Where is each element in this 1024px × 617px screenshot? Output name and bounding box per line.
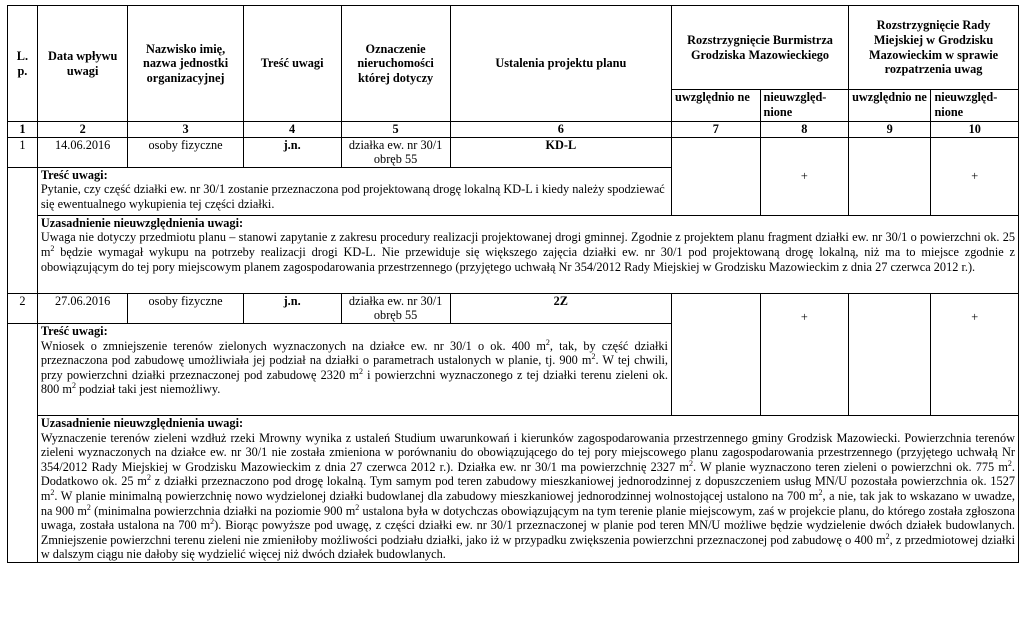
row-date: 14.06.2016 bbox=[37, 137, 128, 167]
header-plan: Ustalenia projektu planu bbox=[450, 6, 671, 122]
header-content: Treść uwagi bbox=[243, 6, 341, 122]
table-row bbox=[8, 415, 1019, 562]
comment-text: Wniosek o zmniejszenie terenów zielonych wyznaczonych na działce ew. nr 30/1 o ok. 400 $m^2$, tak, by część działki przeznaczona pod zabudowę umożliwiała jej podział na działki o parametrach ustalonych w planie, tj. 900 $m^2$. W tej chwili, przy powierzchni działki przeznaczonej pod zabudowę 2320 $m^2$ i powierzchni wyznaczonego z tej działki terenu zieleni ok. 800 $m^2$ podział taki jest niemożliwy. bbox=[40, 337, 669, 397]
row-burmistrz-accepted bbox=[672, 137, 761, 215]
row-lp: 2 bbox=[8, 293, 38, 323]
column-number: 4 bbox=[243, 122, 341, 138]
table-row bbox=[8, 137, 1019, 167]
header-rada-accepted: uwzględnio ne bbox=[849, 90, 931, 122]
comment-label: Treść uwagi: bbox=[40, 167, 108, 182]
comment-content-cell bbox=[37, 323, 671, 415]
row-date: 27.06.2016 bbox=[37, 293, 128, 323]
comments-table bbox=[7, 5, 1019, 563]
header-rada-rejected: nieuwzględ- nione bbox=[931, 90, 1019, 122]
comment-text: Pytanie, czy część działki ew. nr 30/1 zostanie przeznaczona pod projektowaną drogę lokalną KD-L i kiedy należy spodziewać się ewentualnego wykupienia tej części działki. bbox=[40, 182, 665, 211]
justification-text: Uwaga nie dotyczy przedmiotu planu – stanowi zapytanie z zakresu procedury realizacji projektowanej drogi gminnej. Zgodnie z projektem planu fragment działki ew. nr 30/1 o powierzchni ok. 25 $m^2$ będzie wymagał wykupu na potrzeby realizacji drogi KD-L. Nie przewiduje się większego zajęcia działki ew. nr 30/1 pod projektowaną drogę lokalną, niż ma to miejsce zgodnie z obowiązującym do tej pory miejscowym planem zagospodarowania przestrzennego (przyjętego uchwałą Nr 354/2012 Rady Miejskiej w Grodzisku Mazowieckim z dnia 27 czerwca 2012 r.). bbox=[40, 230, 1015, 274]
row-plan: KD-L bbox=[450, 137, 671, 167]
row-content: j.n. bbox=[243, 137, 341, 167]
header-lp: L. p. bbox=[8, 6, 38, 122]
comment-label: Treść uwagi: bbox=[40, 323, 108, 338]
column-number: 10 bbox=[931, 122, 1019, 138]
justification-cell bbox=[37, 415, 1018, 562]
row-parcel: działka ew. nr 30/1 obręb 55 bbox=[341, 293, 450, 323]
row-rada-accepted bbox=[849, 137, 931, 215]
row-burmistrz-accepted bbox=[672, 293, 761, 415]
header-burmistrz: Rozstrzygnięcie Burmistrza Grodziska Mazowieckiego bbox=[672, 6, 849, 90]
row-content: j.n. bbox=[243, 293, 341, 323]
table-row bbox=[8, 215, 1019, 293]
column-numbers-row bbox=[8, 122, 1019, 138]
row-person: osoby fizyczne bbox=[128, 293, 243, 323]
header-burmistrz-accepted: uwzględnio ne bbox=[672, 90, 761, 122]
header-burmistrz-rejected: nieuwzględ- nione bbox=[760, 90, 849, 122]
column-number: 7 bbox=[672, 122, 761, 138]
justification-text: Wyznaczenie terenów zieleni wzdłuż rzeki Mrowny wynika z ustaleń Studium uwarunkowań i kierunków zagospodarowania przestrzennego gminy Grodzisk Mazowiecki. Powierzchnia terenów zieleni wyznaczonych na działce ew. nr 30/1 nie została zmieniona w porównaniu do obowiązującego do tej pory miejscowego planu zagospodarowania przestrzennego (przyjętego uchwałą Nr 354/2012 Rady Miejskiej w Grodzisku Mazowieckim z dnia 27 czerwca 2012 r.). Działka ew. nr 30/1 ma powierzchnię 2327 $m^2$. W planie wyznaczono teren zieleni o powierzchni ok. 775 $m^2$. Dodatkowo ok. 25 $m^2$ z działki przeznaczono pod drogę lokalną. Tym samym pod teren zabudowy mieszkaniowej jednorodzinnej z dopuszczeniem usług MN/U pozostała powierzchnia ok. 1527 $m^2$. W planie minimalną powierzchnię nowo wydzielonej działki budowlanej dla zabudowy mieszkaniowej jednorodzinnej wolnostojącej ustalono na 700 $m^2$, a nie, tak jak to wskazano w uwadze, na 900 $m^2$ (minimalna powierzchnia działki na poziomie 900 $m^2$ ustalona była w dotychczas obowiązującym na tym terenie planie miejscowym, zaś w projekcie planu, do którego została zgłoszona uwaga, została ustalona na 700 $m^2$). Biorąc powyższe pod uwagę, z części działki ew. nr 30/1 przeznaczonej w planie pod teren MN/U możliwe będzie wydzielenie dwóch działek budowlanych. Zmniejszenie powierzchni terenu zieleni nie zmieniłoby możliwości podziału działki, jako iż w przypadku zwiększenia powierzchni przeznaczonej pod zabudowę o 400 $m^2$, z przedmiotowej działki w dalszym ciągu nie dałoby się wydzielić więcej niż dwóch działek budowlanych. bbox=[40, 430, 1015, 562]
header-rada: Rozstrzygnięcie Rady Miejskiej w Grodzisku Mazowieckim w sprawie rozpatrzenia uwag bbox=[849, 6, 1019, 90]
row-person: osoby fizyczne bbox=[128, 137, 243, 167]
comment-content-cell bbox=[37, 167, 671, 215]
justification-label: Uzasadnienie nieuwzględnienia uwagi: bbox=[40, 215, 244, 230]
header-property: Oznaczenie nieruchomości której dotyczy bbox=[341, 6, 450, 122]
row-rada-rejected: + bbox=[931, 293, 1019, 415]
justification-cell bbox=[37, 215, 1018, 293]
column-number: 2 bbox=[37, 122, 128, 138]
column-number: 1 bbox=[8, 122, 38, 138]
table-row bbox=[8, 293, 1019, 323]
column-number: 5 bbox=[341, 122, 450, 138]
row-burmistrz-rejected: + bbox=[760, 293, 849, 415]
row-burmistrz-rejected: + bbox=[760, 137, 849, 215]
column-number: 8 bbox=[760, 122, 849, 138]
row-rada-accepted bbox=[849, 293, 931, 415]
column-number: 6 bbox=[450, 122, 671, 138]
row-plan: 2Z bbox=[450, 293, 671, 323]
column-number: 3 bbox=[128, 122, 243, 138]
header-date: Data wpływu uwagi bbox=[37, 6, 128, 122]
row-parcel: działka ew. nr 30/1 obręb 55 bbox=[341, 137, 450, 167]
header-name: Nazwisko imię, nazwa jednostki organizacyjnej bbox=[128, 6, 243, 122]
justification-label: Uzasadnienie nieuwzględnienia uwagi: bbox=[40, 415, 244, 430]
row-rada-rejected: + bbox=[931, 137, 1019, 215]
row-lp: 1 bbox=[8, 137, 38, 167]
column-number: 9 bbox=[849, 122, 931, 138]
